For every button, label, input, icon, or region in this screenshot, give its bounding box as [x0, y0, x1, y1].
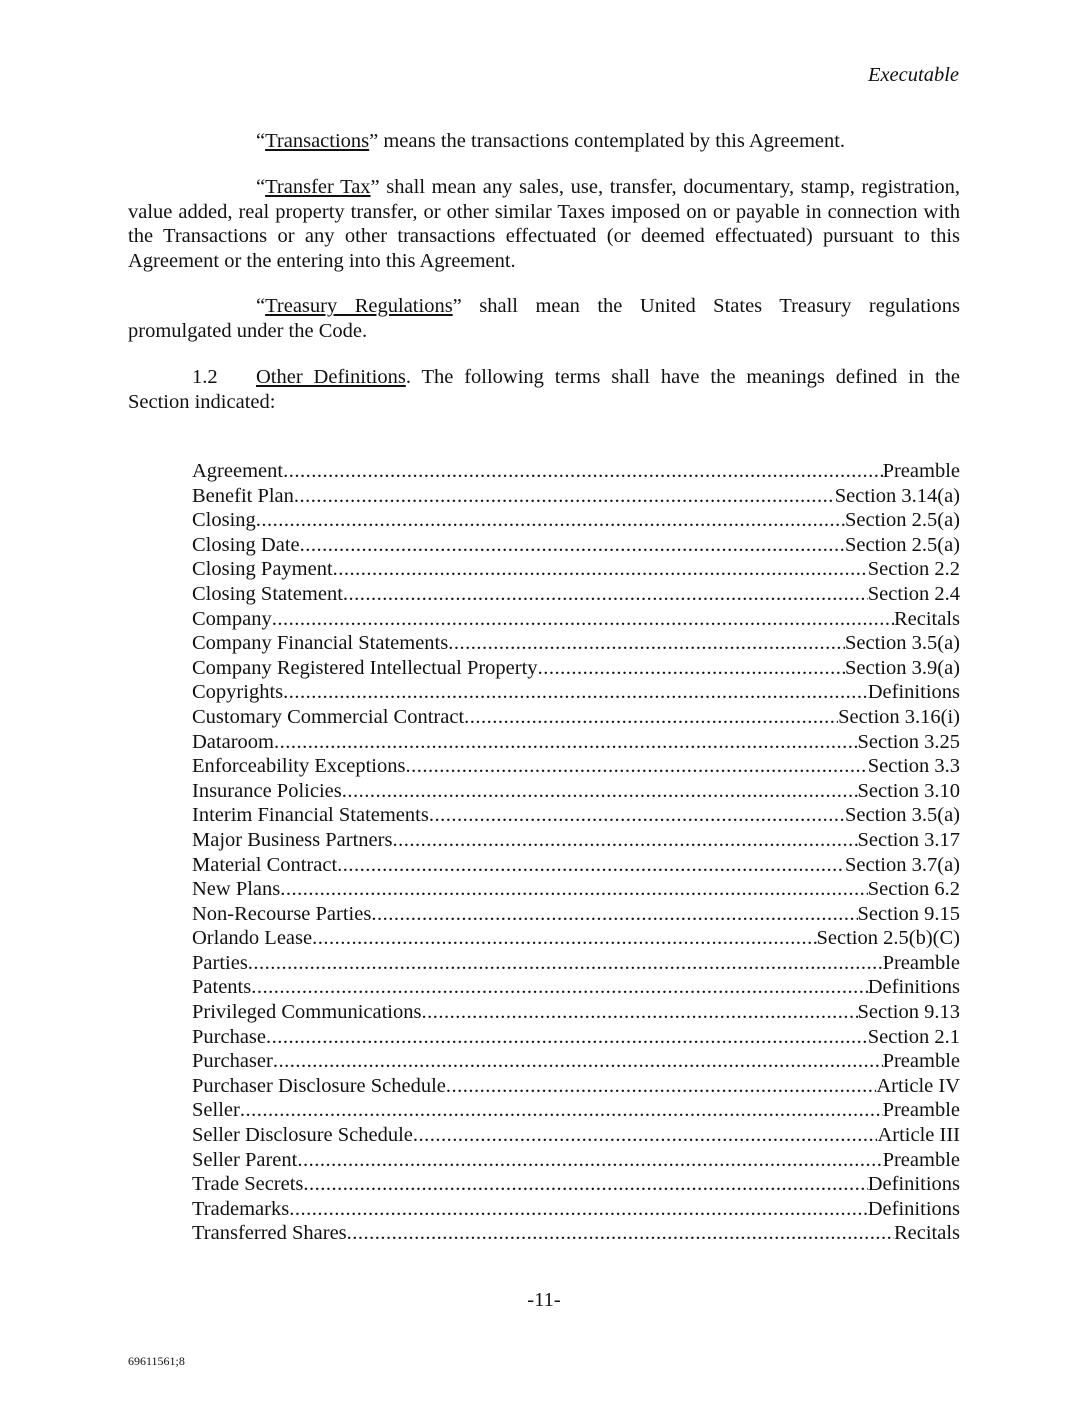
index-term: Company Financial Statements — [192, 632, 449, 655]
dot-leader — [256, 508, 845, 533]
index-reference: Preamble — [882, 951, 960, 974]
index-row — [192, 803, 960, 828]
dot-leader — [347, 1221, 894, 1246]
dot-leader — [266, 1025, 868, 1050]
index-term: Purchase — [192, 1025, 267, 1048]
dot-leader — [272, 607, 894, 632]
definition-text: ” shall mean any sales, use, transfer, documentary, stamp, registration, value added, real property transfer, or other similar Taxes imposed on or payable in connection with the Transactions or any other transactions effectuated (or deemed effectuated) pursuant to this Agreement or the entering into this Agreement. — [128, 176, 960, 272]
dot-leader — [448, 631, 845, 656]
index-reference: Section 3.5(a) — [845, 804, 960, 827]
index-reference: Section 3.9(a) — [845, 656, 960, 679]
index-row — [192, 607, 960, 632]
index-term: Trademarks — [192, 1197, 290, 1220]
index-row — [192, 779, 960, 804]
index-reference: Definitions — [867, 681, 960, 704]
index-term: Benefit Plan — [192, 484, 294, 507]
dot-leader — [251, 975, 868, 1000]
definition-transactions: “Transactions” means the transactions contemplated by this Agreement. — [256, 130, 846, 152]
dot-leader — [421, 1000, 857, 1025]
dot-leader — [342, 779, 858, 804]
index-row — [192, 557, 960, 582]
index-term: Closing Payment — [192, 558, 333, 581]
defined-term: Treasury Regulations — [265, 295, 453, 317]
index-reference: Recitals — [893, 1222, 960, 1245]
dot-leader — [297, 1148, 882, 1173]
index-reference: Preamble — [882, 460, 960, 482]
index-row — [192, 656, 960, 681]
index-term: Customary Commercial Contract — [192, 705, 465, 728]
index-row — [192, 853, 960, 878]
dot-leader — [405, 754, 867, 779]
defined-term: Transactions — [265, 130, 370, 152]
document-id: 69611561;8 — [128, 1354, 185, 1368]
section-title: Other Definitions — [256, 366, 406, 388]
dot-leader — [283, 459, 883, 484]
index-row — [192, 877, 960, 902]
index-row — [192, 730, 960, 755]
dot-leader — [413, 1123, 878, 1148]
index-term: Purchaser — [192, 1050, 273, 1073]
definition-text: ” means the transactions contemplated by this Agreement. — [369, 130, 846, 152]
index-reference: Preamble — [882, 1099, 960, 1122]
dot-leader — [289, 1197, 868, 1222]
index-term: Seller Disclosure Schedule — [192, 1124, 413, 1147]
index-reference: Section 3.3 — [867, 755, 960, 778]
index-row — [192, 828, 960, 853]
definition-transfer-tax: “Transfer Tax” shall mean any sales, use, transfer, documentary, stamp, registration, value added, real property transfer, or other similar Taxes imposed on or payable in connection with the Transactions or any other transactions effectuated (or deemed effectuated) pursuant to this Agreement or the entering into this Agreement. — [128, 176, 960, 272]
index-row — [192, 1049, 960, 1074]
index-term: Parties — [192, 951, 248, 974]
definition-treasury-regulations: “Treasury Regulations” shall mean the United States Treasury regulations promulgated under the Code. — [128, 295, 960, 342]
index-term: Major Business Partners — [192, 828, 393, 851]
definition-text: ” shall mean the United States Treasury regulations promulgated under the Code. — [128, 295, 960, 342]
dot-leader — [312, 926, 816, 951]
index-reference: Section 2.4 — [867, 582, 960, 605]
dot-leader — [280, 877, 867, 902]
index-term: Seller Parent — [192, 1148, 298, 1171]
index-reference: Definitions — [867, 1197, 960, 1220]
dot-leader — [274, 730, 858, 755]
index-reference: Recitals — [893, 607, 960, 630]
dot-leader — [294, 484, 835, 509]
index-term: Interim Financial Statements — [192, 804, 429, 827]
index-reference: Section 3.25 — [857, 730, 960, 753]
index-term: Seller — [192, 1099, 240, 1122]
dot-leader — [300, 533, 845, 558]
section-text: . The following terms shall have the meanings defined in the Section indicated: — [128, 366, 961, 413]
index-term: Agreement — [192, 460, 284, 482]
index-reference: Section 3.10 — [857, 779, 960, 802]
index-row — [192, 533, 960, 558]
dot-leader — [392, 828, 857, 853]
dot-leader — [248, 951, 883, 976]
dot-leader — [446, 1074, 876, 1099]
index-term: Copyrights — [192, 681, 284, 704]
index-reference: Definitions — [867, 976, 960, 999]
index-reference: Section 3.5(a) — [845, 632, 960, 655]
dot-leader — [333, 557, 868, 582]
dot-leader — [343, 582, 868, 607]
index-row — [192, 1000, 960, 1025]
index-term: Privileged Communications — [192, 1001, 422, 1024]
index-term: Non-Recourse Parties — [192, 902, 372, 925]
running-header: Executable — [867, 64, 959, 86]
section-number: 1.2 — [192, 366, 218, 388]
section-other-definitions — [128, 365, 960, 414]
dot-leader — [371, 902, 857, 927]
index-row — [192, 951, 960, 976]
index-term: Purchaser Disclosure Schedule — [192, 1074, 446, 1097]
index-term: New Plans — [192, 878, 281, 901]
index-term: Trade Secrets — [192, 1173, 304, 1196]
index-reference: Article III — [877, 1124, 960, 1147]
index-row — [192, 754, 960, 779]
page-number: -11- — [527, 1289, 561, 1311]
dot-leader — [337, 853, 845, 878]
index-row — [192, 631, 960, 656]
defined-term: Transfer Tax — [265, 176, 371, 198]
index-reference: Section 3.7(a) — [845, 853, 960, 876]
index-row — [192, 1148, 960, 1173]
index-row — [192, 1074, 960, 1099]
index-row — [192, 1098, 960, 1123]
dot-leader — [303, 1172, 867, 1197]
index-term: Material Contract — [192, 853, 338, 876]
index-row — [192, 1172, 960, 1197]
index-row — [192, 926, 960, 951]
index-row — [192, 902, 960, 927]
dot-leader — [464, 705, 838, 730]
definitions-index — [192, 459, 960, 1246]
index-row — [192, 1197, 960, 1222]
index-row — [192, 705, 960, 730]
index-term: Insurance Policies — [192, 779, 342, 802]
index-reference: Preamble — [882, 1148, 960, 1171]
index-reference: Section 2.5(a) — [845, 509, 960, 532]
index-term: Patents — [192, 976, 252, 999]
index-reference: Section 2.1 — [867, 1025, 960, 1048]
index-term: Company — [192, 607, 272, 630]
index-row — [192, 484, 960, 509]
index-row — [192, 508, 960, 533]
index-reference: Section 3.14(a) — [834, 484, 960, 507]
index-row — [192, 459, 960, 484]
index-reference: Section 6.2 — [867, 878, 960, 901]
index-row — [192, 1025, 960, 1050]
index-reference: Definitions — [867, 1173, 960, 1196]
index-row — [192, 975, 960, 1000]
index-row — [192, 1221, 960, 1246]
index-reference: Article IV — [876, 1074, 960, 1097]
index-reference: Section 3.16(i) — [838, 705, 960, 728]
index-reference: Section 3.17 — [857, 828, 960, 851]
index-reference: Section 2.2 — [867, 558, 960, 581]
index-reference: Section 2.5(b)(C) — [816, 927, 960, 950]
index-term: Company Registered Intellectual Property — [192, 656, 538, 679]
index-term: Dataroom — [192, 730, 274, 753]
index-reference: Section 9.13 — [857, 1001, 960, 1024]
index-row — [192, 582, 960, 607]
index-term: Transferred Shares — [192, 1222, 347, 1245]
index-reference: Preamble — [882, 1050, 960, 1073]
index-term: Orlando Lease — [192, 927, 313, 950]
index-term: Closing Statement — [192, 582, 343, 605]
dot-leader — [538, 656, 845, 681]
index-row — [192, 1123, 960, 1148]
index-reference: Section 9.15 — [857, 902, 960, 925]
dot-leader — [240, 1098, 883, 1123]
index-term: Closing Date — [192, 533, 300, 556]
dot-leader — [283, 680, 868, 705]
dot-leader — [273, 1049, 883, 1074]
index-term: Closing — [192, 509, 256, 532]
index-row — [192, 680, 960, 705]
dot-leader — [429, 803, 845, 828]
index-term: Enforceability Exceptions — [192, 755, 406, 778]
index-reference: Section 2.5(a) — [845, 533, 960, 556]
